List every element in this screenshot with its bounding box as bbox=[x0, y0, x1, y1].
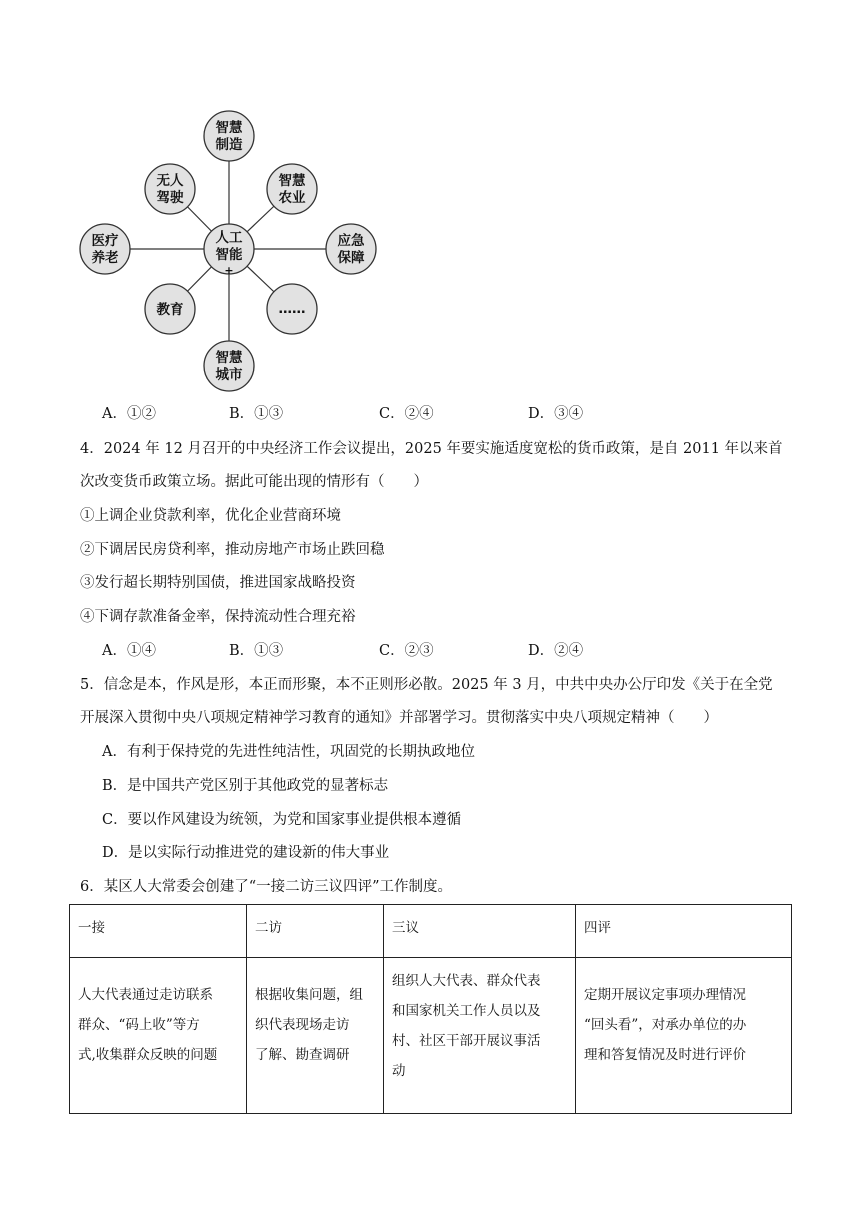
node-top-right-label-1: 智慧 bbox=[278, 173, 306, 189]
node-left-label-2: 养老 bbox=[91, 250, 119, 266]
node-bottom-label-1: 智慧 bbox=[215, 350, 243, 366]
table-cell bbox=[576, 958, 792, 1114]
node-bottom-left-label: 教育 bbox=[156, 302, 184, 318]
q5-option-c: C．要以作风建设为统领，为党和国家事业提供根本遵循 bbox=[102, 812, 462, 828]
cell-line: 人大代表通过走访联系 bbox=[78, 987, 213, 1003]
cell-line: 了解、勘查调研 bbox=[255, 1047, 350, 1063]
q4-item-2: ②下调居民房贷利率，推动房地产市场止跌回稳 bbox=[80, 542, 385, 558]
q5-option-d: D．是以实际行动推进党的建设新的伟大事业 bbox=[102, 845, 390, 861]
cell-line: 村、社区干部开展议事活 bbox=[392, 1033, 541, 1049]
q6-table bbox=[69, 904, 792, 1114]
q3-option-b: B．①③ bbox=[229, 406, 284, 422]
q5-stem-line-2: 开展深入贯彻中央八项规定精神学习教育的通知》并部署学习。贯彻落实中央八项规定精神（ ） bbox=[80, 710, 718, 726]
table-header-cell: 一接 bbox=[70, 905, 247, 958]
cell-line: 织代表现场走访 bbox=[255, 1017, 350, 1033]
node-right-label-1: 应急 bbox=[337, 233, 365, 249]
node-left bbox=[80, 224, 130, 274]
cell-line: 动 bbox=[392, 1063, 406, 1079]
cell-line: 和国家机关工作人员以及 bbox=[392, 1003, 541, 1019]
node-bottom bbox=[204, 341, 254, 391]
node-bottom-right-label: …… bbox=[278, 301, 306, 317]
q5-option-b: B．是中国共产党区别于其他政党的显著标志 bbox=[102, 778, 389, 794]
node-bottom-label-2: 城市 bbox=[215, 367, 243, 383]
table-header-cell: 二访 bbox=[247, 905, 384, 958]
cell-line: 式,收集群众反映的问题 bbox=[78, 1047, 218, 1063]
center-label-1: 人工 bbox=[215, 230, 243, 246]
table-header-cell: 四评 bbox=[576, 905, 792, 958]
q5-option-a: A．有利于保持党的先进性纯洁性，巩固党的长期执政地位 bbox=[102, 744, 475, 760]
table-cell bbox=[70, 958, 247, 1114]
q4-option-b: B．①③ bbox=[229, 643, 284, 659]
node-top-label-1: 智慧 bbox=[215, 120, 243, 136]
q4-option-a: A．①④ bbox=[102, 643, 156, 659]
table-cell bbox=[384, 958, 576, 1114]
q4-stem-line-2: 次改变货币政策立场。据此可能出现的情形有（ ） bbox=[80, 474, 428, 490]
q3-option-a: A．①② bbox=[102, 406, 156, 422]
node-right bbox=[326, 224, 376, 274]
cell-line: 群众、“码上收”等方 bbox=[78, 1017, 200, 1033]
q4-item-1: ①上调企业贷款利率，优化企业营商环境 bbox=[80, 508, 341, 524]
cell-line: “回头看”，对承办单位的办 bbox=[584, 1017, 747, 1033]
q4-item-3: ③发行超长期特别国债，推进国家战略投资 bbox=[80, 575, 356, 591]
q3-option-c: C．②④ bbox=[379, 406, 434, 422]
ai-plus-diagram bbox=[70, 104, 390, 394]
q4-stem-line-1: 4．2024 年 12 月召开的中央经济工作会议提出，2025 年要实施适度宽松的货币政策，是自 2011 年以来首 bbox=[80, 441, 783, 457]
table-cell bbox=[247, 958, 384, 1114]
node-right-label-2: 保障 bbox=[337, 250, 365, 266]
node-top-right-label-2: 农业 bbox=[278, 190, 306, 206]
cell-line: 组织人大代表、群众代表 bbox=[392, 973, 541, 989]
cell-line: 理和答复情况及时进行评价 bbox=[584, 1047, 746, 1063]
table-row bbox=[70, 958, 792, 1114]
table-header-row bbox=[70, 905, 792, 958]
q4-option-c: C．②③ bbox=[379, 643, 434, 659]
node-left-label-1: 医疗 bbox=[91, 233, 119, 249]
q4-option-d: D．②④ bbox=[528, 643, 584, 659]
q5-stem-line-1: 5．信念是本，作风是形，本正而形聚，本不正则形必散。2025 年 3 月，中共中央办公厅印发《关于在全党 bbox=[80, 677, 773, 693]
node-top-label-2: 制造 bbox=[215, 137, 243, 153]
q3-option-d: D．③④ bbox=[528, 406, 584, 422]
cell-line: 根据收集问题，组 bbox=[255, 987, 363, 1003]
center-label-2: 智能 bbox=[215, 247, 243, 263]
table-header-cell: 三议 bbox=[384, 905, 576, 958]
center-label-3: + bbox=[224, 264, 234, 277]
cell-line: 定期开展议定事项办理情况 bbox=[584, 987, 746, 1003]
node-top-right bbox=[267, 164, 317, 214]
node-top-left bbox=[145, 164, 195, 214]
node-top bbox=[204, 111, 254, 161]
node-top-left-label-2: 驾驶 bbox=[156, 190, 184, 206]
q4-item-4: ④下调存款准备金率，保持流动性合理充裕 bbox=[80, 609, 356, 625]
node-top-left-label-1: 无人 bbox=[156, 173, 184, 189]
q6-stem: 6．某区人大常委会创建了“一接二访三议四评”工作制度。 bbox=[80, 879, 453, 895]
